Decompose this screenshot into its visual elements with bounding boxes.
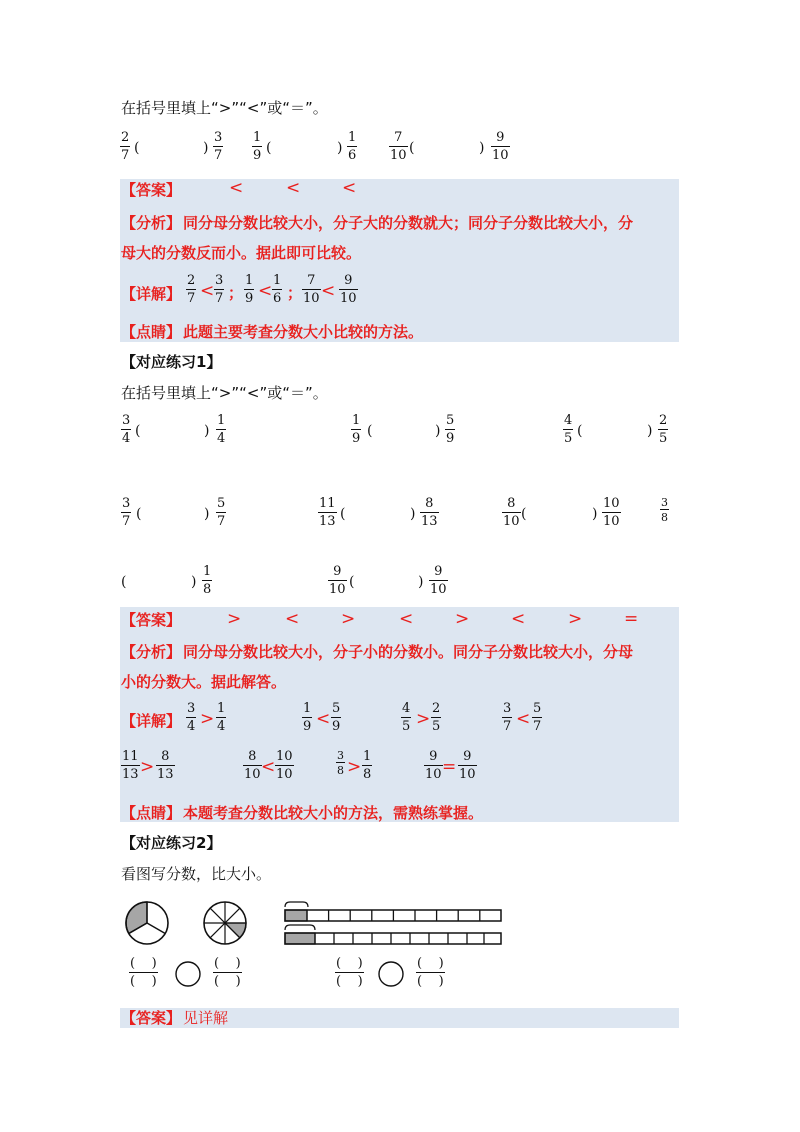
close-paren: ) (357, 974, 363, 989)
blank-close-paren: ) (191, 574, 197, 590)
example-analysis-line2: 母大的分数反而小。据此即可比较。 (121, 244, 362, 262)
blank-close-paren: ) (479, 140, 485, 156)
answer-symbol: < (229, 178, 244, 198)
numerator: 11 (319, 496, 336, 511)
detail-operator: > (140, 757, 155, 777)
fraction-bar (532, 717, 542, 718)
fraction-bar (458, 765, 477, 766)
numerator: 1 (217, 413, 226, 428)
fraction-left (328, 565, 347, 597)
denominator: 10 (425, 767, 442, 782)
detail-fraction-right (272, 274, 282, 306)
practice1-point-text: 本题考查分数比较大小的方法，需熟练掌握。 (183, 804, 484, 822)
numerator: 1 (217, 701, 226, 716)
detail-fraction-right (431, 702, 441, 734)
fraction-bar (302, 289, 321, 290)
fraction-bar (214, 289, 224, 290)
detail-fraction-left (186, 702, 196, 734)
denominator: 4 (217, 719, 226, 734)
fraction-bar (244, 289, 254, 290)
fraction-bar (272, 289, 282, 290)
detail-fraction-left (502, 702, 512, 734)
compare-circle-1[interactable] (176, 962, 200, 986)
close-paren: ) (438, 974, 444, 989)
fraction-bar (213, 972, 242, 973)
denominator: 10 (329, 582, 346, 597)
practice2-answer-text: 见详解 (183, 1009, 229, 1027)
denominator: 10 (492, 148, 509, 163)
fraction-bar (424, 765, 443, 766)
detail-operator: = (442, 757, 457, 777)
fraction-right (602, 497, 621, 529)
blank-close-paren: ) (647, 423, 653, 439)
compare-circle-2[interactable] (379, 962, 403, 986)
blank-numerator[interactable] (129, 957, 158, 971)
denominator: 13 (319, 514, 336, 529)
numerator: 1 (348, 130, 357, 145)
fraction-bar (420, 512, 439, 513)
blank-numerator[interactable] (213, 957, 242, 971)
denominator: 4 (122, 431, 131, 446)
fraction-bar (213, 146, 223, 147)
fraction-right (213, 131, 223, 163)
detail-operator: < (261, 757, 276, 777)
numerator: 5 (446, 413, 455, 428)
denominator: 4 (187, 719, 196, 734)
fraction-bar (186, 289, 196, 290)
circle-eighths-figure (204, 902, 246, 944)
practice2-figures (0, 890, 800, 1000)
fraction-bar (362, 765, 372, 766)
fraction-bar (156, 765, 175, 766)
fraction-bar (121, 429, 131, 430)
practice1-point-label: 【点睛】 (121, 804, 182, 822)
fraction-bar (216, 717, 226, 718)
blank-close-paren: ) (204, 423, 210, 439)
numerator: 5 (332, 701, 341, 716)
denominator: 13 (122, 767, 139, 782)
numerator: 8 (161, 749, 170, 764)
fraction-left (252, 131, 262, 163)
detail-fraction-right (339, 274, 358, 306)
fraction-right (216, 497, 226, 529)
numerator: 8 (425, 496, 434, 511)
fraction-bar (339, 289, 358, 290)
numerator: 9 (463, 749, 472, 764)
fraction-bar (347, 146, 357, 147)
numerator: 1 (363, 749, 372, 764)
practice2-heading: 【对应练习2】 (121, 834, 222, 852)
denominator: 8 (203, 582, 212, 597)
fraction-left (120, 131, 130, 163)
answer-symbol: > (227, 609, 242, 629)
example-analysis-line1: 同分母分数比较大小，分子大的分数就大；同分子分数比较大小，分 (183, 214, 634, 232)
blank-open-paren: ( (134, 140, 140, 156)
denominator: 6 (273, 291, 282, 306)
blank-denominator[interactable] (213, 975, 242, 989)
fraction-right (445, 414, 455, 446)
blank-numerator[interactable] (416, 957, 445, 971)
fraction-bar (328, 580, 347, 581)
blank-fraction-2[interactable] (213, 957, 242, 989)
answer-symbol: > (568, 609, 583, 629)
blank-close-paren: ) (592, 506, 598, 522)
fraction-bar (202, 580, 212, 581)
blank-denominator[interactable] (416, 975, 445, 989)
fraction-bar (563, 429, 573, 430)
practice1-analysis-line1: 同分母分数比较大小，分子小的分数小。同分子分数比较大小，分母 (183, 643, 634, 661)
denominator: 8 (337, 764, 344, 777)
denominator: 10 (503, 514, 520, 529)
detail-fraction-right (331, 702, 341, 734)
blank-close-paren: ) (337, 140, 343, 156)
numerator: 9 (333, 564, 342, 579)
example-answer-label: 【答案】 (121, 181, 182, 199)
detail-fraction-right (458, 750, 477, 782)
answer-symbol: = (624, 609, 639, 629)
detail-operator: < (316, 709, 331, 729)
fraction-bar (429, 580, 448, 581)
denominator: 7 (214, 148, 223, 163)
blank-fraction-1[interactable] (129, 957, 158, 989)
fraction-bar (416, 972, 445, 973)
fraction-right (216, 414, 226, 446)
numerator: 10 (276, 749, 293, 764)
detail-fraction-right (532, 702, 542, 734)
example-analysis-label: 【分析】 (121, 214, 182, 232)
denominator: 10 (303, 291, 320, 306)
blank-open-paren: ( (340, 506, 346, 522)
open-paren: ( (130, 974, 136, 989)
fraction-left (351, 414, 361, 446)
fraction-right (491, 131, 510, 163)
numerator: 11 (122, 749, 139, 764)
denominator: 7 (533, 719, 542, 734)
denominator: 10 (340, 291, 357, 306)
numerator: 2 (187, 273, 196, 288)
fraction-bar (331, 717, 341, 718)
denominator: 13 (421, 514, 438, 529)
fraction-right (347, 131, 357, 163)
blank-close-paren: ) (418, 574, 424, 590)
fraction-bar (351, 429, 361, 430)
detail-fraction-left (336, 750, 345, 776)
denominator: 7 (215, 291, 224, 306)
numerator: 9 (429, 749, 438, 764)
blank-close-paren: ) (435, 423, 441, 439)
blank-open-paren: ( (577, 423, 583, 439)
fraction-bar (602, 512, 621, 513)
denominator: 5 (402, 719, 411, 734)
fraction-bar (336, 762, 345, 763)
open-paren: ( (336, 974, 342, 989)
denominator: 13 (157, 767, 174, 782)
numerator: 1 (203, 564, 212, 579)
answer-symbol: < (285, 609, 300, 629)
denominator: 10 (603, 514, 620, 529)
example-instruction: 在括号里填上“>”“<”或“＝”。 (121, 99, 328, 117)
blank-numerator[interactable] (335, 957, 364, 971)
strip-bottom-figure (285, 925, 501, 944)
close-paren: ) (151, 956, 157, 971)
numerator: 5 (533, 701, 542, 716)
practice2-answer-label: 【答案】 (121, 1009, 182, 1027)
numerator: 9 (496, 130, 505, 145)
numerator: 3 (215, 273, 224, 288)
detail-fraction-left (244, 274, 254, 306)
denominator: 10 (390, 148, 407, 163)
numerator: 1 (245, 273, 254, 288)
blank-open-paren: ( (266, 140, 272, 156)
numerator: 1 (253, 130, 262, 145)
answer-symbol: < (342, 178, 357, 198)
detail-fraction-left (121, 750, 140, 782)
example-detail-label: 【详解】 (121, 285, 182, 303)
numerator: 3 (122, 413, 131, 428)
denominator: 8 (363, 767, 372, 782)
numerator: 7 (394, 130, 403, 145)
fraction-bar (491, 146, 510, 147)
numerator: 9 (434, 564, 443, 579)
fraction-left (121, 414, 131, 446)
practice1-answer-label: 【答案】 (121, 611, 182, 629)
blank-open-paren: ( (409, 140, 415, 156)
fraction-bar (660, 509, 669, 510)
open-paren: ( (214, 974, 220, 989)
denominator: 5 (564, 431, 573, 446)
practice1-analysis-line2: 小的分数大。据此解答。 (121, 673, 287, 691)
fraction-bar (302, 717, 312, 718)
denominator: 7 (122, 514, 131, 529)
fraction-bar (129, 972, 158, 973)
detail-operator: < (200, 281, 215, 301)
numerator: 3 (503, 701, 512, 716)
blank-open-paren: ( (136, 506, 142, 522)
numerator: 3 (187, 701, 196, 716)
detail-fraction-right (275, 750, 294, 782)
fraction-left (502, 497, 521, 529)
fraction-bar (121, 765, 140, 766)
example-point-text: 此题主要考查分数大小比较的方法。 (183, 323, 424, 341)
open-paren: ( (417, 974, 423, 989)
fraction-bar (502, 717, 512, 718)
detail-operator: < (321, 281, 336, 301)
denominator: 7 (121, 148, 130, 163)
open-paren: ( (214, 956, 220, 971)
practice1-detail-label: 【详解】 (121, 712, 182, 730)
numerator: 4 (564, 413, 573, 428)
detail-fraction-left (243, 750, 262, 782)
answer-symbol: > (341, 609, 356, 629)
denominator: 9 (332, 719, 341, 734)
answer-symbol: < (286, 178, 301, 198)
fraction-left (563, 414, 573, 446)
fraction-bar (216, 512, 226, 513)
detail-fraction-right (156, 750, 175, 782)
fraction-bar (445, 429, 455, 430)
fraction-left (121, 497, 131, 529)
fraction-bar (431, 717, 441, 718)
detail-operator: > (416, 709, 431, 729)
detail-fraction-right (362, 750, 372, 782)
numerator: 4 (402, 701, 411, 716)
blank-close-paren: ) (204, 506, 210, 522)
numerator: 3 (661, 496, 668, 509)
fraction-bar (243, 765, 262, 766)
detail-operator: < (258, 281, 273, 301)
fraction-bar (186, 717, 196, 718)
denominator: 9 (446, 431, 455, 446)
fraction-right (658, 414, 668, 446)
example-point-label: 【点睛】 (121, 323, 182, 341)
denominator: 5 (432, 719, 441, 734)
denominator: 10 (459, 767, 476, 782)
blank-denominator[interactable] (129, 975, 158, 989)
fraction-bar (502, 512, 521, 513)
blank-close-paren: ) (410, 506, 416, 522)
fraction-right (429, 565, 448, 597)
practice1-instruction: 在括号里填上“>”“<”或“＝”。 (121, 384, 328, 402)
detail-fraction-left (302, 702, 312, 734)
detail-operator: > (200, 709, 215, 729)
denominator: 10 (430, 582, 447, 597)
fraction-left-wrapped (660, 497, 669, 523)
blank-open-paren: ( (135, 423, 141, 439)
fraction-left (318, 497, 337, 529)
blank-open-paren: ( (367, 423, 373, 439)
denominator: 5 (659, 431, 668, 446)
answer-symbol: < (399, 609, 414, 629)
fraction-bar (275, 765, 294, 766)
fraction-right (420, 497, 439, 529)
numerator: 1 (352, 413, 361, 428)
fraction-bar (658, 429, 668, 430)
blank-fraction-4[interactable] (416, 957, 445, 989)
blank-denominator[interactable] (335, 975, 364, 989)
strip-top-figure (285, 902, 501, 921)
blank-open-paren: ( (521, 506, 527, 522)
close-paren: ) (438, 956, 444, 971)
numerator: 8 (248, 749, 257, 764)
detail-separator: ； (287, 284, 303, 302)
practice1-analysis-label: 【分析】 (121, 643, 182, 661)
numerator: 1 (273, 273, 282, 288)
detail-operator: > (347, 757, 362, 777)
denominator: 9 (245, 291, 254, 306)
numerator: 1 (303, 701, 312, 716)
blank-open-paren: ( (121, 574, 127, 590)
close-paren: ) (235, 974, 241, 989)
numerator: 9 (344, 273, 353, 288)
fraction-bar (335, 972, 364, 973)
denominator: 6 (348, 148, 357, 163)
fraction-left (389, 131, 408, 163)
fraction-bar (216, 429, 226, 430)
numerator: 3 (122, 496, 131, 511)
detail-fraction-left (186, 274, 196, 306)
denominator: 4 (217, 431, 226, 446)
numerator: 3 (337, 749, 344, 762)
fraction-bar (389, 146, 408, 147)
practice1-heading: 【对应练习1】 (121, 353, 222, 371)
detail-fraction-left (401, 702, 411, 734)
detail-fraction-left (302, 274, 321, 306)
numerator: 2 (121, 130, 130, 145)
fraction-bar (318, 512, 337, 513)
numerator: 10 (603, 496, 620, 511)
denominator: 9 (253, 148, 262, 163)
circle-thirds-figure (126, 902, 168, 944)
detail-fraction-left (424, 750, 443, 782)
fraction-bar (120, 146, 130, 147)
blank-close-paren: ) (203, 140, 209, 156)
denominator: 9 (303, 719, 312, 734)
close-paren: ) (357, 956, 363, 971)
fraction-right (202, 565, 212, 597)
denominator: 10 (244, 767, 261, 782)
numerator: 3 (214, 130, 223, 145)
close-paren: ) (151, 974, 157, 989)
numerator: 5 (217, 496, 226, 511)
detail-separator: ； (228, 284, 244, 302)
answer-symbol: < (511, 609, 526, 629)
denominator: 8 (661, 511, 668, 524)
denominator: 7 (187, 291, 196, 306)
fraction-bar (401, 717, 411, 718)
detail-operator: < (516, 709, 531, 729)
open-paren: ( (336, 956, 342, 971)
answer-symbol: > (455, 609, 470, 629)
numerator: 2 (432, 701, 441, 716)
numerator: 8 (507, 496, 516, 511)
denominator: 9 (352, 431, 361, 446)
fraction-bar (252, 146, 262, 147)
detail-fraction-right (214, 274, 224, 306)
open-paren: ( (130, 956, 136, 971)
denominator: 7 (503, 719, 512, 734)
close-paren: ) (235, 956, 241, 971)
blank-open-paren: ( (349, 574, 355, 590)
denominator: 10 (276, 767, 293, 782)
numerator: 7 (307, 273, 316, 288)
fraction-bar (121, 512, 131, 513)
numerator: 2 (659, 413, 668, 428)
detail-fraction-right (216, 702, 226, 734)
blank-fraction-3[interactable] (335, 957, 364, 989)
practice2-instruction: 看图写分数，比大小。 (121, 865, 272, 883)
open-paren: ( (417, 956, 423, 971)
denominator: 7 (217, 514, 226, 529)
